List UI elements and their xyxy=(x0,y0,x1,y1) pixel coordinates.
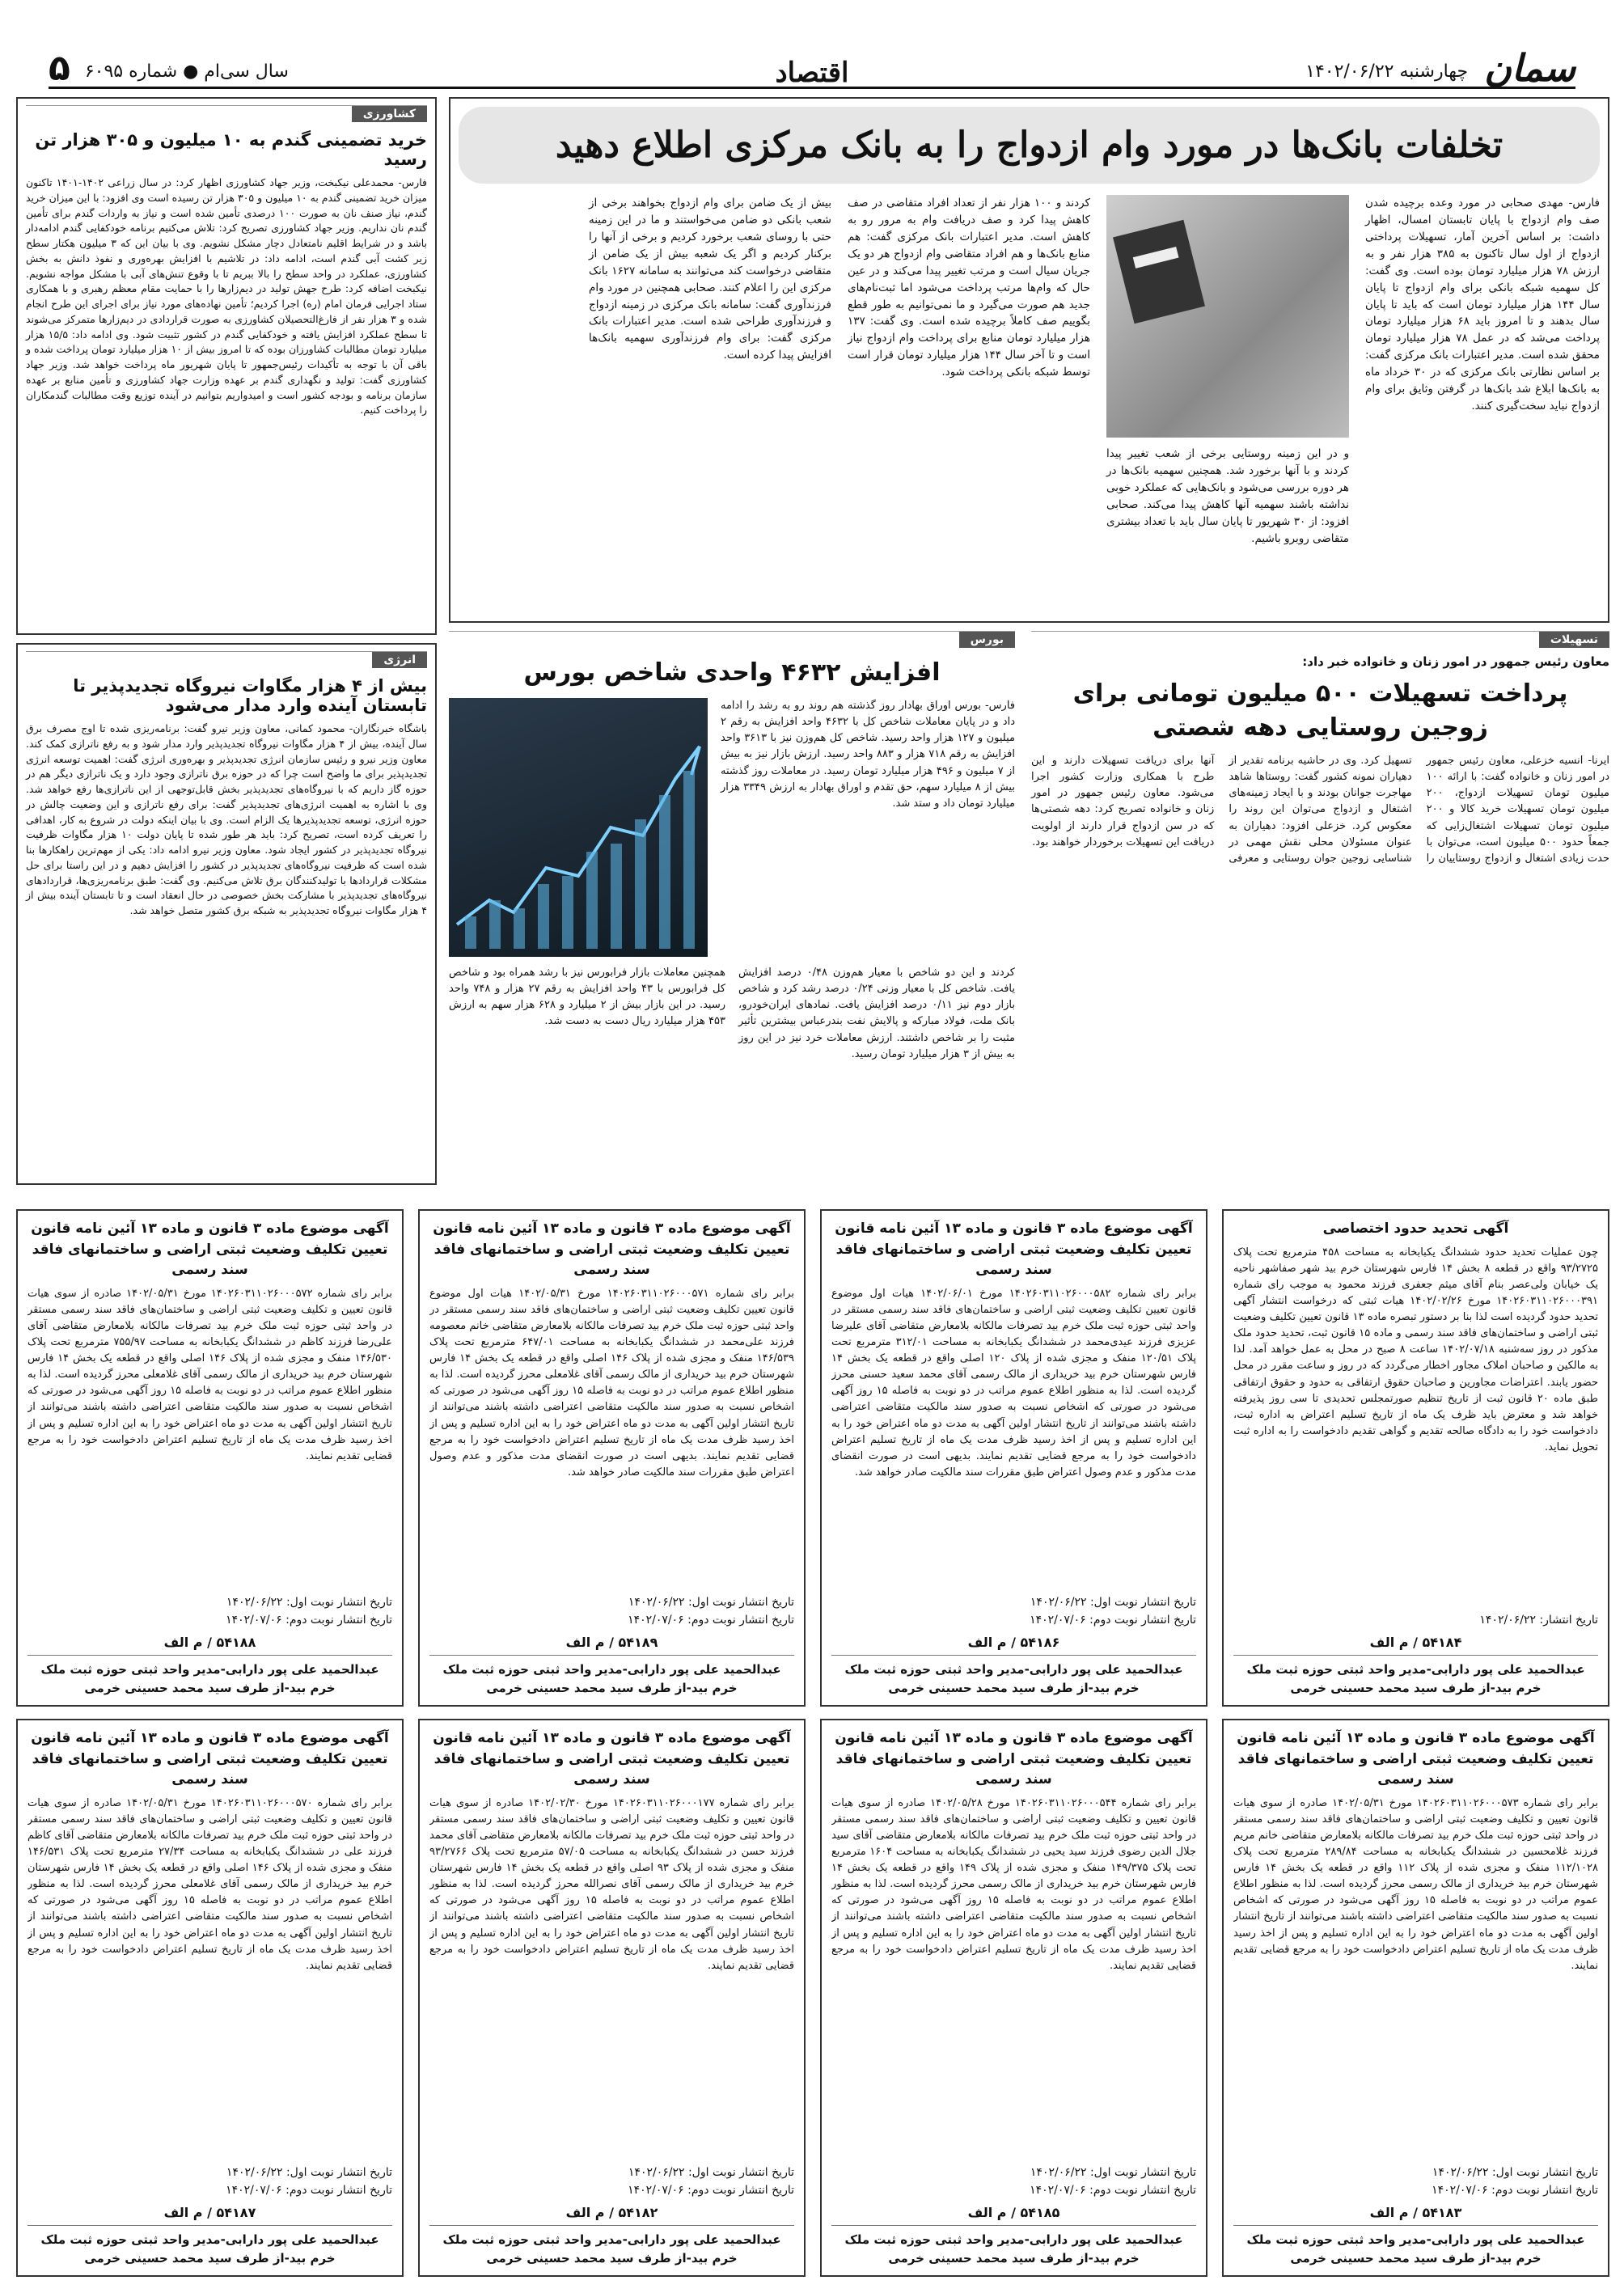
bank-photo xyxy=(1106,195,1349,438)
ad-signature: عبدالحمید علی پور دارابی-مدیر واحد ثبتی حوزه ثبت ملک خرم بید-از طرف سید محمد حسینی خرمی xyxy=(831,2225,1196,2267)
sidebar xyxy=(16,97,437,635)
article-kicker: معاون رئیس جمهور در امور زنان و خانواده خبر داد: xyxy=(1302,654,1609,669)
bourse-article xyxy=(449,631,1015,1197)
lead-column: بیش از یک ضامن برای وام ازدواج بخواهند برخی از شعب بانکی دو ضامن می‌خواستند و ما در این زمینه حتی با روسای شعب برخورد کردیم و برخی از آنها را برکنار کردیم و اگر یک شعبه بیش از یک ضامن از متقاضی درخواست کند می‌توانند به سامانه ۱۶۲۷ بانک مرکزی این را اعلام کنند. صحابی همچنین در مورد وام فرزندآوری گفت: سامانه بانک مرکزی در زمینه ازدواج و فرزندآوری طراحی شده است. مدیر اعتبارات بانک مرکزی گفت: برای وام فرزندآوری سهمیه بانک‌ها افزایش پیدا کرده است. xyxy=(589,197,831,362)
ad-signature: عبدالحمید علی پور دارابی-مدیر واحد ثبتی حوزه ثبت ملک خرم بید-از طرف سید محمد حسینی خرمی xyxy=(429,1655,794,1697)
issue-number: سال سی‌ام ● شماره ۶۰۹۵ xyxy=(84,61,289,82)
ad-code: ۵۴۱۸۶ / م الف xyxy=(967,1635,1060,1650)
middle-row xyxy=(449,631,1609,1197)
ad-body: برابر رای شماره ۱۴۰۲۶۰۳۱۱۰۲۶۰۰۰۵۷۲ مورخ ۱۴۰۲/۰۵/۳۱ صادره از سوی هیات قانون تعیین و تکلیف وضعیت ثبتی اراضی و ساختمان‌های فاقد سند رسمی مستقر در واحد ثبتی حوزه ثبت ملک خرم بید تصرفات مالکانه بلامعارض متقاضی آقای علی‌رضا فرزند کاظم در ششدانگ یکبابخانه به مساحت ۷۵۵/۹۷ مترمربع تحت پلاک ۱۴۶/۵۳۰ منفک و مجزی شده از پلاک ۱۴۶ اصلی واقع در قطعه یک بخش ۱۴ فارس شهرستان خرم بید خریداری از مالک رسمی آقای غلامعلی محرز گردیده است. لذا به منظور اطلاع عموم مراتب در دو نوبت به فاصله ۱۵ روز آگهی می‌شود در صورتی که اشخاص نسبت به صدور سند مالکیت متقاضی اعتراضی داشته باشند می‌توانند از تاریخ انتشار اولین آگهی به مدت دو ماه اعتراض خود را به این اداره تسلیم و پس از اخذ رسید ظرف مدت یک ماه از تاریخ تسلیم اعتراض دادخواست خود را به مرجع قضایی تقدیم نمایند. xyxy=(27,1287,392,1462)
subsidy-article xyxy=(1031,631,1609,1197)
ad-publish-date: تاریخ انتشار نوبت اول: ۱۴۰۲/۰۶/۲۲ xyxy=(628,2166,794,2179)
section-tag: بورس xyxy=(959,632,1015,648)
article-body: فارس- بورس اوراق بهادار روز گذشته هم روند رو به رشد را ادامه داد و در پایان معاملات شاخص کل با ۴۶۳۲ واحد افزایش به رقم ۲ میلیون و ۱۲۷ هزار واحد رسید. شاخص کل هم‌وزن نیز با ۳۶۱۳ واحد افزایش به رقم ۷۱۸ هزار و ۸۸۳ واحد رسید. ارزش بازار نیز به بیش از ۷ میلیون و ۴۹۶ هزار میلیارد تومان رسید. در معاملات روز گذشته بیش از ۸ میلیارد سهم، حق تقدم و اوراق بهادار به ارزش ۳۳۴۹ هزار میلیارد تومان داد و ستد شد. xyxy=(721,700,1016,810)
ad-code: ۵۴۱۸۵ / م الف xyxy=(967,2205,1060,2220)
ad-publish-date: تاریخ انتشار نوبت دوم: ۱۴۰۲/۰۷/۰۶ xyxy=(1432,2184,1598,2197)
article-body: همچنین معاملات بازار فرابورس نیز با رشد همراه بود و شاخص کل فرابورس با ۴۳ واحد افزایش به رقم ۲۷ هزار و ۷۴۸ واحد رسید. در این بازار بیش از ۲ میلیارد و ۶۲۸ هزار سهم به ارزش ۴۵۳ هزار میلیارد ریال دست به دست شد. xyxy=(449,967,726,1028)
ad-publish-date: تاریخ انتشار نوبت اول: ۱۴۰۲/۰۶/۲۲ xyxy=(1432,2166,1598,2179)
ad-publish-date: تاریخ انتشار نوبت دوم: ۱۴۰۲/۰۷/۰۶ xyxy=(628,2184,794,2197)
issue-date: چهارشنبه ۱۴۰۲/۰۶/۲۲ xyxy=(1305,61,1469,82)
ad-title: آگهی موضوع ماده ۳ قانون و ماده ۱۳ آئین نامه قانون تعیین تکلیف وضعیت ثبتی اراضی و ساختمانهای فاقد سند رسمی xyxy=(835,1730,1193,1787)
ad-signature: عبدالحمید علی پور دارابی-مدیر واحد ثبتی حوزه ثبت ملک خرم بید-از طرف سید محمد حسینی خرمی xyxy=(27,2225,392,2267)
legal-ad xyxy=(1222,1719,1609,2277)
sidebar-energy xyxy=(16,643,437,1185)
article-body: فارس- محمدعلی نیکبخت، وزیر جهاد کشاورزی اظهار کرد: در سال زراعی ۱۴۰۲-۱۴۰۱ تاکنون میزان خرید تضمینی گندم به ۱۰ میلیون و ۳۰۵ هزار تن رسیده است وی افزود: با این میزان خرید گندم، نیاز صنف نان به صورت ۱۰۰ درصدی تأمین شده است و نیاز به واردات گندم برای تأمین گندم نان نداریم. وزیر جهاد کشاورزی تصریح کرد: تلاش می‌کنیم برنامه خودکفایی گندم ادامه‌دار باشد و در شرایط اقلیم نامتعادل دچار مشکل نشویم. وی با بیان این که ۳ میلیون هکتار سطح زیر کشت آبی گندم است، ادامه داد: در تلاشیم با افزایش بهره‌وری و نفوذ دانش به بخش کشاورزی، عملکرد در واحد سطح را بالا ببریم تا با وقوع تنش‌های آبی با مشکل مواجه نشویم. نیکبخت اضافه کرد: طرح جهش تولید در دیم‌زارها را با حمایت مقام معظم رهبری و با همکاری ستاد اجرایی فرمان امام (ره) اجرا کردیم؛ تأمین نهاده‌های مورد نیاز برای اجرای این طرح انجام شده و ۳ هزار نفر از فارغ‌التحصیلان کشاورزی به صورت قراردادی در دیم‌زارها متمرکز می‌شوند تا سطح عملکرد افزایش یافته و خودکفایی گندم در کشور تثبیت شود. وی ادامه داد: ۱۵/۵ هزار میلیارد تومان مطالبات کشاورزان بوده که تا امروز بیش از ۱۰ هزار میلیارد تومان پرداخت شده و باقی آن با توجه به تأکیدات رئیس‌جمهور تا پایان شهریور ماه پرداخت خواهد شد. وزیر جهاد کشاورزی گفت: تولید و نگهداری گندم بر عهده وزارت جهاد کشاورزی و تأمین منابع بر عهده سازمان برنامه و بودجه کشور است و امیدواریم بتوانیم در آینده توزیع وقت مطالبات گندمکاران را پرداخت کنیم. xyxy=(26,176,428,417)
section-tag: کشاورزی xyxy=(352,106,427,122)
masthead xyxy=(49,44,1575,89)
legal-ad xyxy=(16,1209,404,1707)
newspaper-logo: سمان xyxy=(1484,46,1575,90)
article-title: افزایش ۴۶۳۲ واحدی شاخص بورس xyxy=(523,658,941,687)
ad-body: برابر رای شماره ۱۴۰۲۶۰۳۱۱۰۲۶۰۰۰۱۷۷ مورخ ۱۴۰۲/۰۲/۳۰ صادره از سوی هیات قانون تعیین و تکلیف وضعیت ثبتی اراضی و ساختمان‌های فاقد سند رسمی مستقر در واحد ثبتی حوزه ثبت ملک خرم بید تصرفات مالکانه بلامعارض متقاضی آقای محمد فرزند حسن در ششدانگ یکبابخانه به مساحت ۵۷/۰۵ مترمربع تحت پلاک ۹۳/۲۷۶۶ منفک و مجزی شده از پلاک ۹۳ اصلی واقع در قطعه یک بخش ۱۴ فارس شهرستان خرم بید خریداری از مالک رسمی آقای نصرالله محرز گردیده است. لذا به منظور اطلاع عموم مراتب در دو نوبت به فاصله ۱۵ روز آگهی می‌شود در صورتی که اشخاص نسبت به صدور سند مالکیت متقاضی اعتراضی داشته باشند می‌توانند از تاریخ انتشار اولین آگهی به مدت دو ماه اعتراض خود را به این اداره تسلیم و پس از اخذ رسید ظرف مدت یک ماه از تاریخ تسلیم اعتراض دادخواست خود را به مرجع قضایی تقدیم نمایند. xyxy=(429,1796,794,1972)
ad-signature: عبدالحمید علی پور دارابی-مدیر واحد ثبتی حوزه ثبت ملک خرم بید-از طرف سید محمد حسینی خرمی xyxy=(831,1655,1196,1697)
ad-publish-date: تاریخ انتشار نوبت اول: ۱۴۰۲/۰۶/۲۲ xyxy=(226,2166,392,2179)
ad-publish-date: تاریخ انتشار نوبت اول: ۱۴۰۲/۰۶/۲۲ xyxy=(628,1596,794,1609)
ad-publish-date: تاریخ انتشار نوبت اول: ۱۴۰۲/۰۶/۲۲ xyxy=(1030,2166,1196,2179)
ad-code: ۵۴۱۸۴ / م الف xyxy=(1369,1635,1462,1650)
ad-publish-date: تاریخ انتشار نوبت دوم: ۱۴۰۲/۰۷/۰۶ xyxy=(226,1614,392,1627)
ad-publish-date: تاریخ انتشار: ۱۴۰۲/۰۶/۲۲ xyxy=(1479,1614,1598,1627)
section-title: اقتصاد xyxy=(775,57,849,89)
ad-publish-date: تاریخ انتشار نوبت دوم: ۱۴۰۲/۰۷/۰۶ xyxy=(1030,2184,1196,2197)
section-tag: انرژی xyxy=(372,652,427,668)
article-body: باشگاه خبرنگاران- محمود کمانی، معاون وزیر نیرو گفت: برنامه‌ریزی شده تا اوج مصرف برق سال آینده، بیش از ۴ هزار مگاوات نیروگاه تجدیدپذیر وارد مدار شود و به رفع ناترازی کمک کند. معاون وزیر نیرو و رئیس سازمان انرژی تجدیدپذیر و بهره‌وری انرژی گفت: اهمیت توسعه انرژی تجدیدپذیر برای ما واضح است چرا که در حوزه برق ناترازی وجود دارد و یک ناترازی دیگر هم در حوزه گاز داریم که با نیروگاه‌های تجدیدپذیر بخش قابل‌توجهی از این ناترازی‌ها رفع خواهد شد. وی با اشاره به اهمیت انرژی‌های تجدیدپذیر گفت: برای رفع ناترازی و این وضعیت چالش در حوزه انرژی، توسعه تجدیدپذیرها یک الزام است. وی با بیان اینکه دولت در شروع به کار، اهدافی را تعریف کرده است، تصریح کرد: باید هر طور شده تا پایان دولت ۱۰ هزار مگاوات ظرفیت نیروگاه تجدیدپذیر در کشور ایجاد شود. معاون وزیر نیرو ادامه داد: یکی از مهم‌ترین راهکارها بنا شده است که ظرفیت نیروگاه‌های تجدیدپذیر در کشور را افزایش دهیم و در این راستا برای حل مشکلات قراردادها با تولیدکنندگان برق تلاش می‌کنیم. وی گفت: طبق برنامه‌ریزی‌ها، قراردادهای نیروگاه‌های تجدیدپذیر با مشارکت بخش خصوصی در حال انعقاد است و تا تابستان آینده بیش از ۴ هزار مگاوات نیروگاه تجدیدپذیر به شبکه برق کشور متصل خواهد شد. xyxy=(26,722,428,916)
legal-ad xyxy=(16,1719,404,2277)
stock-chart-photo xyxy=(449,698,708,957)
ad-signature: عبدالحمید علی پور دارابی-مدیر واحد ثبتی حوزه ثبت ملک خرم بید-از طرف سید محمد حسینی خرمی xyxy=(1233,1655,1598,1697)
lead-column: و در این زمینه روستایی برخی از شعب تغییر پیدا کردند و با آنها برخورد شد. همچنین سهمیه بانک‌ها در هر دوره بررسی می‌شود و بانک‌هایی که عملکرد خوبی نداشته باشند سهمیه آنها کاهش پیدا می‌کند. صحابی افزود: از ۳۰ شهریور تا پایان سال باید با تعداد بیشتری متقاضی روبرو باشیم. xyxy=(1106,447,1349,545)
ad-publish-date: تاریخ انتشار نوبت اول: ۱۴۰۲/۰۶/۲۲ xyxy=(226,1596,392,1609)
legal-ads-row xyxy=(16,1209,1609,1707)
ad-body: برابر رای شماره ۱۴۰۲۶۰۳۱۱۰۲۶۰۰۰۵۴۴ مورخ ۱۴۰۲/۰۵/۲۸ صادره از سوی هیات قانون تعیین و تکلیف وضعیت ثبتی اراضی و ساختمان‌های فاقد سند رسمی مستقر در واحد ثبتی حوزه ثبت ملک خرم بید تصرفات مالکانه بلامعارض متقاضی آقای سید جلال الدین رضوی فرزند سید یحیی در ششدانگ یکبابخانه به مساحت ۱۶۰۴ مترمربع تحت پلاک ۱۴۹/۳۷۵ منفک و مجزی شده از پلاک ۱۴۹ واقع در قطعه یک بخش ۱۴ فارس شهرستان خرم بید خریداری از مالک رسمی محرز گردیده است. لذا به منظور اطلاع عموم مراتب در دو نوبت به فاصله ۱۵ روز آگهی می‌شود در صورتی که اشخاص نسبت به صدور سند مالکیت متقاضی اعتراضی داشته باشند می‌توانند از تاریخ انتشار اولین آگهی به مدت دو ماه اعتراض خود را به این اداره تسلیم و پس از اخذ رسید ظرف مدت یک ماه از تاریخ تسلیم اعتراض دادخواست خود را به مرجع قضایی تقدیم نمایند. xyxy=(831,1796,1196,1972)
legal-ad xyxy=(820,1209,1207,1707)
lead-headline: تخلفات بانک‌ها در مورد وام ازدواج را به بانک مرکزی اطلاع دهید xyxy=(459,107,1600,184)
lead-article xyxy=(449,97,1609,623)
article-body: ایرنا- انسیه خزعلی، معاون رئیس جمهور در امور زنان و خانواده گفت: با ارائه ۱۰۰ میلیون تومان تسهیلات ازدواج، ۲۰۰ میلیون تومان تسهیلات خرید کالا و ۲۰۰ میلیون تومان تسهیلات اشتغال‌زایی که جمعاً حدود ۵۰۰ میلیون است، می‌توان با حدت زیادی اشتغال و ازدواج روستاییان را تسهیل کرد. وی در حاشیه برنامه تقدیر از دهیاران نمونه کشور گفت: روستاها شاهد مهاجرت جوانان بودند و با ایجاد زمینه‌های اشتغال و ازدواج می‌توان این روند را معکوس کرد. خزعلی افزود: دهیاران به عنوان مسئولان محلی نقش مهمی در شناسایی زوجین جوان روستایی و معرفی آنها برای دریافت تسهیلات دارند و این طرح با همکاری وزارت کشور اجرا می‌شود. معاون رئیس جمهور در امور زنان و خانواده تصریح کرد: دهه شصتی‌ها که در سن ازدواج قرار دارند از اولویت دریافت این تسهیلات برخوردار خواهند بود. xyxy=(1031,755,1609,865)
legal-ad xyxy=(1222,1209,1609,1707)
ad-title: آگهی موضوع ماده ۳ قانون و ماده ۱۳ آئین نامه قانون تعیین تکلیف وضعیت ثبتی اراضی و ساختمانهای فاقد سند رسمی xyxy=(1237,1730,1595,1787)
page-number: ۵ xyxy=(49,48,70,89)
ad-code: ۵۴۱۸۹ / م الف xyxy=(565,1635,658,1650)
ad-title: آگهی موضوع ماده ۳ قانون و ماده ۱۳ آئین نامه قانون تعیین تکلیف وضعیت ثبتی اراضی و ساختمانهای فاقد سند رسمی xyxy=(835,1221,1193,1278)
ad-title: آگهی موضوع ماده ۳ قانون و ماده ۱۳ آئین نامه قانون تعیین تکلیف وضعیت ثبتی اراضی و ساختمانهای فاقد سند رسمی xyxy=(31,1730,389,1787)
ad-code: ۵۴۱۸۲ / م الف xyxy=(565,2205,658,2220)
article-title: خرید تضمینی گندم به ۱۰ میلیون و ۳۰۵ هزار تن رسید xyxy=(35,130,427,169)
ad-publish-date: تاریخ انتشار نوبت اول: ۱۴۰۲/۰۶/۲۲ xyxy=(1030,1596,1196,1609)
ad-code: ۵۴۱۸۳ / م الف xyxy=(1369,2205,1462,2220)
ad-body: برابر رای شماره ۱۴۰۲۶۰۳۱۱۰۲۶۰۰۰۵۷۳ مورخ ۱۴۰۲/۰۵/۳۱ صادره از سوی هیات قانون تعیین و تکلیف وضعیت ثبتی اراضی و ساختمان‌های فاقد سند رسمی مستقر در واحد ثبتی حوزه ثبت ملک خرم بید تصرفات مالکانه بلامعارض متقاضی خانم مریم فرزند غلامحسین در ششدانگ یکبابخانه به مساحت ۲۸۹/۸۴ مترمربع تحت پلاک ۱۱۲/۱۰۲۸ منفک و مجزی شده از پلاک ۱۱۲ واقع در قطعه یک بخش ۱۴ فارس شهرستان خرم بید خریداری از مالک رسمی محرز گردیده است. لذا به منظور اطلاع عموم مراتب در دو نوبت به فاصله ۱۵ روز آگهی می‌شود در صورتی که اشخاص نسبت به صدور سند مالکیت متقاضی اعتراضی داشته باشند می‌توانند از تاریخ انتشار اولین آگهی به مدت دو ماه اعتراض خود را به این اداره تسلیم و پس از اخذ رسید ظرف مدت یک ماه از تاریخ تسلیم اعتراض دادخواست خود را به مرجع قضایی تقدیم نمایند. xyxy=(1233,1796,1598,1972)
legal-ad xyxy=(418,1719,806,2277)
lead-column: کردند و ۱۰۰ هزار نفر از تعداد افراد متقاضی در صف کاهش پیدا کرد و صف دریافت وام به مرور رو به کاهش است. مدیر اعتبارات بانک مرکزی گفت: هم منابع بانک‌ها و هم افراد متقاضی وام ازدواج هر دو یک جریان سیال است و مرتب تغییر پیدا می‌کند و در عین حال که وام‌ها مرتب پرداخت می‌شود اما ثبت‌نام‌های جدید هم صورت می‌گیرد و ما نمی‌توانیم به طور قطع بگوییم صف کاملاً برچیده شده است. وی گفت: ۱۳۷ هزار میلیارد تومان منابع برای پرداخت وام ازدواج نیاز است و تا آخر سال ۱۴۴ هزار میلیارد تومان قرار است توسط شبکه بانکی پرداخت شود. xyxy=(848,197,1090,379)
lead-column: فارس- مهدی صحابی در مورد وعده برچیده شدن صف وام ازدواج با پایان تابستان امسال، اظهار داشت: بر اساس آخرین آمار، تسهیلات پرداختی ازدواج از اول سال تاکنون به ۳۸۵ هزار نفر و به ارزش ۷۸ هزار میلیارد تومان بوده است. وی گفت: کل سهمیه شبکه بانکی برای وام ازدواج تا پایان سال ۱۴۴ هزار میلیارد تومان است که باید تا پایان سال بدهند و تا امروز باید ۶۸ هزار میلیارد تومان پرداخت می‌شد که در عمل ۷۸ هزار میلیارد تومان محقق شده است. مدیر اعتبارات بانک مرکزی گفت: بر اساس نظارتی بانک مرکزی که در ۳۰ خرداد ماه به بانک‌ها ابلاغ شد بانک‌ها در گرفتن وثایق برای وام ازدواج نباید سخت‌گیری کنند. xyxy=(1365,197,1601,413)
legal-ad xyxy=(820,1719,1207,2277)
ad-body: چون عملیات تحدید حدود ششدانگ یکبابخانه به مساحت ۴۵۸ مترمربع تحت پلاک ۹۳/۲۷۲۵ واقع در قطعه ۸ بخش ۱۴ فارس شهرستان خرم بید شهر صفاشهر ناحیه یک خیابان ولی‌عصر بنام آقای میثم جعفری فرزند محمود به موجب رای شماره ۱۴۰۲۶۰۳۱۱۰۲۶۰۰۰۳۹۱ مورخ ۱۴۰۲/۰۲/۲۶ هیات ثبتی که درخواست انتشار آگهی تحدید حدود گردیده است لذا بنا بر دستور تبصره ماده ۱۳ قانون تعیین تکلیف وضعیت ثبتی اراضی و ساختمان‌های فاقد سند رسمی و ماده ۱۵ قانون ثبت، تحدید حدود ملک مذکور در روز سه‌شنبه ۱۴۰۲/۰۷/۱۸ ساعت ۸ صبح در محل به عمل خواهد آمد. لذا به مالکین و صاحبان املاک مجاور اخطار می‌گردد که در روز و ساعت مقرر در محل حضور یابند. اعتراضات مجاورین و صاحبان حقوق ارتفاقی به حدود و حقوق ارتفاقی طبق ماده ۲۰ قانون ثبت از تاریخ تنظیم صورتمجلس تحدیدی تا سی روز پذیرفته خواهد شد و معترض باید ظرف یک ماه از تاریخ تسلیم اعتراض به اداره ثبت، دادخواست خود را به دادگاه صالحه تقدیم و گواهی تقدیم دادخواست را به اداره ثبت تحویل نماید. xyxy=(1233,1246,1598,1454)
ad-publish-date: تاریخ انتشار نوبت دوم: ۱۴۰۲/۰۷/۰۶ xyxy=(226,2184,392,2197)
ad-body: برابر رای شماره ۱۴۰۲۶۰۳۱۱۰۲۶۰۰۰۵۷۰ مورخ ۱۴۰۲/۰۵/۳۱ صادره از سوی هیات قانون تعیین و تکلیف وضعیت ثبتی اراضی و ساختمان‌های فاقد سند رسمی مستقر در واحد ثبتی حوزه ثبت ملک خرم بید تصرفات مالکانه بلامعارض متقاضی آقای کاظم فرزند علی در ششدانگ یکبابخانه به مساحت ۲۷/۳۴ مترمربع تحت پلاک ۱۴۶/۵۳۱ منفک و مجزی شده از پلاک ۱۴۶ اصلی واقع در قطعه یک بخش ۱۴ فارس شهرستان خرم بید خریداری از مالک رسمی آقای غلامعلی محرز گردیده است. لذا به منظور اطلاع عموم مراتب در دو نوبت به فاصله ۱۵ روز آگهی می‌شود در صورتی که اشخاص نسبت به صدور سند مالکیت متقاضی اعتراضی داشته باشند می‌توانند از تاریخ انتشار اولین آگهی به مدت دو ماه اعتراض خود را به این اداره تسلیم و پس از اخذ رسید ظرف مدت یک ماه از تاریخ تسلیم اعتراض دادخواست خود را به مرجع قضایی تقدیم نمایند. xyxy=(27,1796,392,1972)
ad-title: آگهی موضوع ماده ۳ قانون و ماده ۱۳ آئین نامه قانون تعیین تکلیف وضعیت ثبتی اراضی و ساختمانهای فاقد سند رسمی xyxy=(433,1221,791,1278)
legal-ads-row xyxy=(16,1719,1609,2277)
ad-signature: عبدالحمید علی پور دارابی-مدیر واحد ثبتی حوزه ثبت ملک خرم بید-از طرف سید محمد حسینی خرمی xyxy=(1233,2225,1598,2267)
bank-sign-icon xyxy=(1113,220,1205,324)
legal-ad xyxy=(418,1209,806,1707)
ad-title: آگهی تحدید حدود اختصاصی xyxy=(1322,1221,1509,1237)
article-title: بیش از ۴ هزار مگاوات نیروگاه تجدیدپذیر تا تابستان آینده وارد مدار می‌شود xyxy=(73,676,427,715)
section-tag: تسهیلات xyxy=(1539,632,1609,648)
article-body: کردند و این دو شاخص با معیار هم‌وزن ۰/۴۸ درصد افزایش یافت. شاخص کل با معیار وزنی ۰/۲۴ درصد رشد کرد و شاخص بازار دوم نیز ۰/۱۱ درصد افزایش یافت. نمادهای ایران‌خودرو، بانک ملت، فولاد مبارکه و پالایش نفت بندرعباس بیشترین تأثیر مثبت را بر شاخص داشتند. ارزش معاملات خرد نیز در این روز به بیش از ۳ هزار میلیارد تومان رسید. xyxy=(738,967,1015,1060)
ad-body: برابر رای شماره ۱۴۰۲۶۰۳۱۱۰۲۶۰۰۰۵۷۱ مورخ ۱۴۰۲/۰۵/۳۱ هیات اول موضوع قانون تعیین تکلیف وضعیت ثبتی اراضی و ساختمان‌های فاقد سند رسمی مستقر در واحد ثبتی حوزه ثبت ملک خرم بید تصرفات مالکانه بلامعارض متقاضی خانم معصومه فرزند علی‌محمد در ششدانگ یکبابخانه به مساحت ۶۴۷/۰۱ مترمربع تحت پلاک ۱۴۶/۵۳۹ منفک و مجزی شده از پلاک ۱۴۶ اصلی واقع در قطعه یک بخش ۱۴ فارس شهرستان خرم بید خریداری از مالک رسمی آقای غلامعلی محرز گردیده است. لذا به منظور اطلاع عموم مراتب در دو نوبت به فاصله ۱۵ روز آگهی می‌شود در صورتی که اشخاص نسبت به صدور سند مالکیت متقاضی اعتراضی داشته باشند می‌توانند از تاریخ انتشار اولین آگهی به مدت دو ماه اعتراض خود را به این اداره تسلیم و پس از اخذ رسید ظرف مدت یک ماه از تاریخ تسلیم اعتراض دادخواست خود را به مرجع قضایی تقدیم نمایند. بدیهی است در صورت انقضای مدت مذکور و عدم وصول اعتراض طبق مقررات سند مالکیت صادر خواهد شد. xyxy=(429,1287,794,1479)
article-title: پرداخت تسهیلات ۵۰۰ میلیون تومانی برای زوجین روستایی دهه شصتی xyxy=(1072,679,1568,742)
ad-title: آگهی موضوع ماده ۳ قانون و ماده ۱۳ آئین نامه قانون تعیین تکلیف وضعیت ثبتی اراضی و ساختمانهای فاقد سند رسمی xyxy=(433,1730,791,1787)
ad-code: ۵۴۱۸۷ / م الف xyxy=(163,2205,256,2220)
ad-publish-date: تاریخ انتشار نوبت دوم: ۱۴۰۲/۰۷/۰۶ xyxy=(1030,1614,1196,1627)
ad-signature: عبدالحمید علی پور دارابی-مدیر واحد ثبتی حوزه ثبت ملک خرم بید-از طرف سید محمد حسینی خرمی xyxy=(429,2225,794,2267)
ad-publish-date: تاریخ انتشار نوبت دوم: ۱۴۰۲/۰۷/۰۶ xyxy=(628,1614,794,1627)
ad-signature: عبدالحمید علی پور دارابی-مدیر واحد ثبتی حوزه ثبت ملک خرم بید-از طرف سید محمد حسینی خرمی xyxy=(27,1655,392,1697)
ad-code: ۵۴۱۸۸ / م الف xyxy=(163,1635,256,1650)
stock-chart-graphic xyxy=(449,698,708,957)
ad-body: برابر رای شماره ۱۴۰۲۶۰۳۱۱۰۲۶۰۰۰۵۸۲ مورخ ۱۴۰۲/۰۶/۰۱ هیات اول موضوع قانون تعیین تکلیف وضعیت ثبتی اراضی و ساختمان‌های فاقد سند رسمی مستقر در واحد ثبتی حوزه ثبت ملک خرم بید تصرفات مالکانه بلامعارض متقاضی آقای علیرضا عزیزی فرزند عیدی‌محمد در ششدانگ یکبابخانه به مساحت ۳۱۲/۰۱ مترمربع تحت پلاک ۱۲۰/۵۱ منفک و مجزی شده از پلاک ۱۲۰ اصلی واقع در قطعه یک بخش ۱۴ فارس شهرستان خرم بید خریداری از مالک رسمی آقای محمد سعید حسنی محرز گردیده است. لذا به منظور اطلاع عموم مراتب در دو نوبت به فاصله ۱۵ روز آگهی می‌شود در صورتی که اشخاص نسبت به صدور سند مالکیت متقاضی اعتراضی داشته باشند می‌توانند از تاریخ انتشار اولین آگهی به مدت دو ماه اعتراض خود را به این اداره تسلیم و پس از اخذ رسید ظرف مدت یک ماه از تاریخ تسلیم اعتراض دادخواست خود را به مرجع قضایی تقدیم نمایند. بدیهی است در صورت انقضای مدت مذکور و عدم وصول اعتراض طبق مقررات سند مالکیت صادر خواهد شد. xyxy=(831,1287,1196,1479)
ad-title: آگهی موضوع ماده ۳ قانون و ماده ۱۳ آئین نامه قانون تعیین تکلیف وضعیت ثبتی اراضی و ساختمانهای فاقد سند رسمی xyxy=(31,1221,389,1278)
